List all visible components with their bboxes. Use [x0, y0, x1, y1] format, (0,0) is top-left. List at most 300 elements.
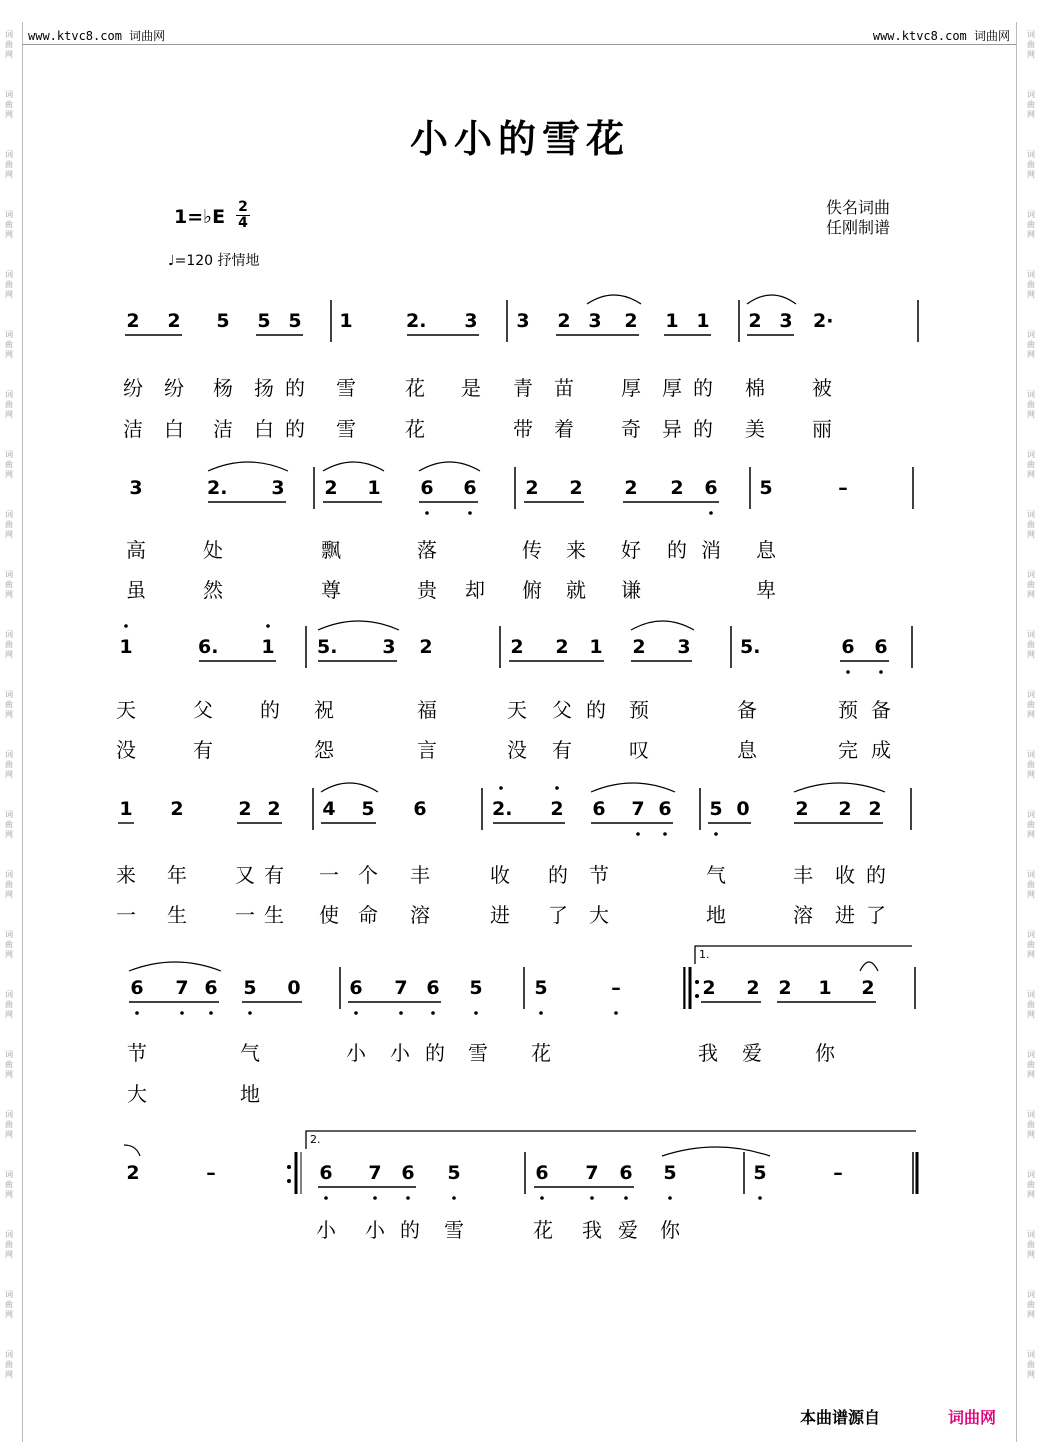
lyric-verse-1: 个 [358, 863, 378, 887]
song-title: 小小的雪花 [409, 116, 630, 161]
slur [129, 962, 221, 971]
side-watermark: 词 曲 网 [5, 150, 13, 179]
lyric-verse-1: 爱 [742, 1041, 762, 1065]
side-watermark: 词 曲 网 [5, 1230, 13, 1259]
header-left: www.ktvc8.com 词曲网 [28, 29, 166, 43]
volta-bracket [695, 946, 912, 964]
lyric-verse-2: 俯 [522, 578, 542, 602]
lyric-verse-2: 尊 [321, 578, 341, 602]
lyric-verse-2: 的 [693, 417, 713, 441]
lyric-verse-1: 祝 [314, 698, 334, 722]
side-watermark: 词 曲 网 [5, 450, 13, 479]
side-watermark: 词 曲 网 [1027, 1230, 1035, 1259]
repeat-dot [695, 994, 699, 998]
lyric-verse-1: 雪 [468, 1041, 488, 1065]
octave-dot-below [209, 1011, 213, 1015]
note: 5. [317, 636, 338, 658]
note: 5 [753, 1162, 767, 1184]
slur [587, 295, 641, 304]
time-bottom: 4 [236, 215, 250, 231]
octave-dot-below [180, 1011, 184, 1015]
side-watermark: 词 曲 网 [1027, 330, 1035, 359]
side-watermark: 词 曲 网 [5, 1170, 13, 1199]
side-watermark: 词 曲 网 [1027, 990, 1035, 1019]
lyric-verse-1: 你 [660, 1218, 680, 1242]
note: 3 [382, 636, 396, 658]
note: 2 [838, 798, 852, 820]
note: 0 [287, 977, 301, 999]
lyric-verse-2: 了 [866, 903, 886, 927]
note: 6 [592, 798, 606, 820]
lyric-verse-1: 棉 [745, 376, 765, 400]
note: 3 [677, 636, 691, 658]
note: 5 [257, 310, 271, 332]
lyric-verse-1: 息 [756, 538, 776, 562]
side-watermark: 词 曲 网 [1027, 150, 1035, 179]
side-watermark: 词 曲 网 [5, 90, 13, 119]
side-watermark: 词 曲 网 [1027, 870, 1035, 899]
note: – [833, 1162, 843, 1184]
octave-dot-below [468, 511, 472, 515]
note: 1 [119, 636, 133, 658]
lyric-verse-1: 厚 [662, 376, 682, 400]
octave-dot-below [714, 832, 718, 836]
lyric-verse-2: 美 [745, 417, 765, 441]
side-watermark: 词 曲 网 [5, 810, 13, 839]
side-watermark: 词 曲 网 [5, 30, 13, 59]
lyric-verse-2: 洁 [123, 417, 143, 441]
side-watermark: 词 曲 网 [5, 390, 13, 419]
lyric-verse-2: 卑 [756, 578, 776, 602]
lyric-verse-1: 青 [513, 376, 533, 400]
side-watermark: 词 曲 网 [5, 570, 13, 599]
lyric-verse-1: 有 [264, 863, 284, 887]
lyric-verse-1: 花 [405, 376, 425, 400]
lyric-verse-1: 一 [319, 863, 339, 887]
note: 3 [464, 310, 478, 332]
lyric-verse-1: 又 [235, 863, 255, 887]
note: 6 [704, 477, 718, 499]
note: 1 [339, 310, 353, 332]
lyric-verse-1: 传 [522, 538, 542, 562]
note: 7 [631, 798, 645, 820]
octave-dot-above [124, 624, 128, 628]
note: 2 [670, 477, 684, 499]
note: 2 [557, 310, 571, 332]
lyric-verse-1: 来 [566, 538, 586, 562]
side-watermark: 词 曲 网 [5, 210, 13, 239]
side-watermark: 词 曲 网 [5, 1350, 13, 1379]
note: 5 [534, 977, 548, 999]
lyric-verse-2: 息 [737, 738, 757, 762]
note: – [838, 477, 848, 499]
octave-dot-below [431, 1011, 435, 1015]
lyric-verse-1: 扬 [254, 376, 274, 400]
lyric-verse-1: 是 [461, 376, 481, 400]
slur-tie-continuation [124, 1145, 140, 1156]
note: 6 [413, 798, 427, 820]
lyric-verse-1: 厚 [621, 376, 641, 400]
lyric-verse-2: 有 [193, 738, 213, 762]
note: 2· [813, 310, 834, 332]
note: 5 [759, 477, 773, 499]
side-watermark: 词 曲 网 [1027, 570, 1035, 599]
side-watermark: 词 曲 网 [5, 690, 13, 719]
tempo-marking: ♩=120 抒情地 [168, 253, 260, 269]
lyric-verse-1: 收 [835, 863, 855, 887]
octave-dot-below [879, 670, 883, 674]
lyric-verse-2: 地 [706, 903, 726, 927]
octave-dot-below [354, 1011, 358, 1015]
note: 2 [746, 977, 760, 999]
lyric-verse-2: 丽 [812, 417, 832, 441]
lyric-verse-1: 丰 [410, 863, 430, 887]
note: 5 [709, 798, 723, 820]
side-watermark: 词 曲 网 [1027, 690, 1035, 719]
lyric-verse-1: 的 [586, 698, 606, 722]
volta-bracket [306, 1131, 916, 1149]
lyric-verse-1: 气 [240, 1041, 260, 1065]
lyric-verse-2: 成 [871, 738, 891, 762]
note: 1 [589, 636, 603, 658]
lyric-verse-1: 节 [589, 863, 609, 887]
lyric-verse-1: 好 [621, 538, 641, 562]
lyric-verse-2: 生 [167, 903, 187, 927]
lyric-verse-1: 的 [693, 376, 713, 400]
note: 2 [525, 477, 539, 499]
volta-label: 2. [310, 1133, 321, 1146]
note: 2. [492, 798, 513, 820]
lyric-verse-1: 天 [116, 698, 136, 722]
side-watermark: 词 曲 网 [1027, 30, 1035, 59]
octave-dot-below [614, 1011, 618, 1015]
side-watermark: 词 曲 网 [1027, 1170, 1035, 1199]
lyric-verse-2: 花 [405, 417, 425, 441]
note: 3 [129, 477, 143, 499]
note: 1 [665, 310, 679, 332]
note: 6. [198, 636, 219, 658]
note: 2 [795, 798, 809, 820]
lyric-verse-2: 一 [116, 903, 136, 927]
note: 2 [167, 310, 181, 332]
note: 7 [585, 1162, 599, 1184]
lyric-verse-2: 进 [490, 903, 510, 927]
lyric-verse-2: 怨 [314, 738, 334, 762]
octave-dot-below [663, 832, 667, 836]
lyric-verse-1: 年 [167, 863, 187, 887]
lyric-verse-2: 有 [552, 738, 572, 762]
note: 5 [361, 798, 375, 820]
note: 3 [779, 310, 793, 332]
lyric-verse-1: 爱 [618, 1218, 638, 1242]
note: 5 [288, 310, 302, 332]
octave-dot-below [324, 1196, 328, 1200]
lyric-verse-2: 洁 [213, 417, 233, 441]
lyric-verse-2: 言 [417, 738, 437, 762]
lyric-verse-2: 带 [513, 417, 533, 441]
note: 6 [420, 477, 434, 499]
side-watermark: 词 曲 网 [1027, 630, 1035, 659]
note: 2 [126, 310, 140, 332]
footer-site: 词曲网 [948, 1408, 997, 1427]
lyric-verse-1: 我 [582, 1218, 602, 1242]
lyric-verse-1: 气 [706, 863, 726, 887]
lyric-verse-1: 丰 [793, 863, 813, 887]
slur [208, 462, 288, 471]
note: 5 [447, 1162, 461, 1184]
lyric-verse-2: 白 [254, 417, 274, 441]
side-watermark: 词 曲 网 [5, 1290, 13, 1319]
note: 1 [119, 798, 133, 820]
lyric-verse-1: 福 [417, 698, 437, 722]
lyric-verse-2: 奇 [621, 417, 641, 441]
lyric-verse-1: 你 [815, 1041, 835, 1065]
octave-dot-below [636, 832, 640, 836]
lyric-verse-1: 杨 [213, 376, 233, 400]
slur [591, 783, 675, 792]
lyric-verse-2: 地 [240, 1082, 260, 1106]
octave-dot-below [540, 1196, 544, 1200]
side-watermark: 词 曲 网 [1027, 930, 1035, 959]
note: 6 [535, 1162, 549, 1184]
side-watermark: 词 曲 网 [1027, 210, 1035, 239]
lyric-verse-1: 雪 [444, 1218, 464, 1242]
slur [419, 462, 480, 471]
note: 6 [841, 636, 855, 658]
note: 5. [740, 636, 761, 658]
slur [747, 295, 796, 304]
side-watermark: 词 曲 网 [1027, 810, 1035, 839]
note: 6 [401, 1162, 415, 1184]
note: 2 [419, 636, 433, 658]
note: 5 [243, 977, 257, 999]
note: 2 [569, 477, 583, 499]
octave-dot-below [135, 1011, 139, 1015]
lyric-verse-1: 小 [346, 1041, 366, 1065]
note: 2 [555, 636, 569, 658]
note: 5 [216, 310, 230, 332]
lyric-verse-2: 贵 [417, 578, 437, 602]
lyric-verse-1: 花 [533, 1218, 553, 1242]
note: 2 [868, 798, 882, 820]
lyric-verse-1: 的 [667, 538, 687, 562]
lyric-verse-1: 苗 [554, 376, 574, 400]
note: 1 [367, 477, 381, 499]
octave-dot-below [668, 1196, 672, 1200]
note: 2 [510, 636, 524, 658]
note: 6 [463, 477, 477, 499]
lyric-verse-2: 虽 [126, 578, 146, 602]
note: 7 [394, 977, 408, 999]
side-watermark: 词 曲 网 [5, 990, 13, 1019]
note: 2. [406, 310, 427, 332]
lyric-verse-1: 落 [417, 538, 437, 562]
lyric-verse-2: 大 [127, 1082, 147, 1106]
slur [631, 621, 694, 630]
lyric-verse-1: 节 [127, 1041, 147, 1065]
side-watermark: 词 曲 网 [1027, 450, 1035, 479]
note: 2 [267, 798, 281, 820]
note: – [611, 977, 621, 999]
lyric-verse-2: 生 [264, 903, 284, 927]
lyric-verse-1: 花 [531, 1041, 551, 1065]
lyric-verse-2: 异 [662, 417, 682, 441]
lyric-verse-1: 父 [552, 698, 572, 722]
lyric-verse-1: 预 [629, 698, 649, 722]
side-watermark: 词 曲 网 [5, 330, 13, 359]
octave-dot-below [709, 511, 713, 515]
lyric-verse-2: 进 [835, 903, 855, 927]
octave-dot-above [499, 786, 503, 790]
side-watermark: 词 曲 网 [5, 630, 13, 659]
note: 3 [271, 477, 285, 499]
repeat-dot [287, 1165, 291, 1169]
side-watermark: 词 曲 网 [1027, 90, 1035, 119]
lyric-verse-2: 的 [285, 417, 305, 441]
lyric-verse-1: 小 [365, 1218, 385, 1242]
note: 2 [238, 798, 252, 820]
lyric-verse-2: 谦 [621, 578, 641, 602]
side-watermark: 词 曲 网 [5, 870, 13, 899]
credit-composer: 佚名词曲 [826, 198, 891, 217]
lyric-verse-1: 的 [260, 698, 280, 722]
slur [662, 1147, 770, 1156]
lyric-verse-1: 备 [871, 698, 891, 722]
time-top: 2 [238, 199, 248, 215]
note: 6 [204, 977, 218, 999]
note: 2 [550, 798, 564, 820]
lyric-verse-1: 处 [203, 538, 223, 562]
note: 2 [126, 1162, 140, 1184]
lyric-verse-1: 小 [390, 1041, 410, 1065]
note: 6 [426, 977, 440, 999]
note: 6 [130, 977, 144, 999]
lyric-verse-1: 备 [737, 698, 757, 722]
lyric-verse-2: 却 [465, 578, 485, 602]
slur [321, 783, 378, 792]
repeat-dot [695, 980, 699, 984]
side-watermark: 词 曲 网 [1027, 1350, 1035, 1379]
lyric-verse-1: 纷 [123, 376, 143, 400]
note: 2. [207, 477, 228, 499]
lyric-verse-1: 飘 [321, 538, 341, 562]
note: 1 [261, 636, 275, 658]
lyric-verse-2: 着 [554, 417, 574, 441]
note: 1 [696, 310, 710, 332]
lyric-verse-1: 来 [116, 863, 136, 887]
note: 3 [588, 310, 602, 332]
side-watermark: 词 曲 网 [5, 270, 13, 299]
lyric-verse-1: 的 [548, 863, 568, 887]
octave-dot-below [425, 511, 429, 515]
repeat-dot [287, 1179, 291, 1183]
octave-dot-below [758, 1196, 762, 1200]
lyric-verse-2: 没 [116, 738, 136, 762]
lyric-verse-1: 收 [490, 863, 510, 887]
note: 7 [368, 1162, 382, 1184]
octave-dot-below [590, 1196, 594, 1200]
side-watermark: 词 曲 网 [1027, 390, 1035, 419]
lyric-verse-1: 的 [866, 863, 886, 887]
octave-dot-above [555, 786, 559, 790]
octave-dot-below [406, 1196, 410, 1200]
lyric-verse-1: 高 [126, 538, 146, 562]
lyric-verse-1: 纷 [164, 376, 184, 400]
side-watermark: 词 曲 网 [1027, 510, 1035, 539]
octave-dot-below [474, 1011, 478, 1015]
side-watermark: 词 曲 网 [5, 1110, 13, 1139]
note: 2 [624, 310, 638, 332]
lyric-verse-1: 天 [507, 698, 527, 722]
lyric-verse-1: 父 [193, 698, 213, 722]
note: 6 [658, 798, 672, 820]
slur [323, 462, 384, 471]
side-watermark: 词 曲 网 [1027, 1110, 1035, 1139]
note: 6 [619, 1162, 633, 1184]
octave-dot-above [266, 624, 270, 628]
lyric-verse-1: 的 [400, 1218, 420, 1242]
lyric-verse-1: 我 [698, 1041, 718, 1065]
note: 3 [516, 310, 530, 332]
lyric-verse-2: 一 [235, 903, 255, 927]
lyric-verse-1: 的 [425, 1041, 445, 1065]
header-right: www.ktvc8.com 词曲网 [872, 29, 1010, 43]
lyric-verse-2: 没 [507, 738, 527, 762]
lyric-verse-2: 就 [566, 578, 586, 602]
note: – [206, 1162, 216, 1184]
lyric-verse-2: 然 [203, 578, 223, 602]
slur [318, 621, 399, 630]
note: 2 [778, 977, 792, 999]
side-watermark: 词 曲 网 [5, 750, 13, 779]
lyric-verse-2: 大 [589, 903, 609, 927]
lyric-verse-1: 的 [285, 376, 305, 400]
note: 6 [319, 1162, 333, 1184]
lyric-verse-2: 了 [548, 903, 568, 927]
note: 6 [874, 636, 888, 658]
slur [794, 783, 885, 792]
lyric-verse-2: 命 [358, 903, 378, 927]
side-watermark: 词 曲 网 [1027, 1050, 1035, 1079]
lyric-verse-2: 溶 [793, 903, 813, 927]
lyric-verse-2: 白 [164, 417, 184, 441]
note: 5 [469, 977, 483, 999]
side-watermark: 词 曲 网 [1027, 1290, 1035, 1319]
octave-dot-below [248, 1011, 252, 1015]
octave-dot-below [624, 1196, 628, 1200]
lyric-verse-1: 预 [838, 698, 858, 722]
octave-dot-below [373, 1196, 377, 1200]
note: 6 [349, 977, 363, 999]
side-watermark: 词 曲 网 [5, 510, 13, 539]
note: 2 [632, 636, 646, 658]
octave-dot-below [452, 1196, 456, 1200]
credit-arranger: 任刚制谱 [826, 218, 891, 237]
note: 5 [663, 1162, 677, 1184]
lyric-verse-2: 雪 [336, 417, 356, 441]
lyric-verse-1: 雪 [336, 376, 356, 400]
footer-source: 本曲谱源自 [800, 1408, 881, 1427]
side-watermark: 词 曲 网 [5, 930, 13, 959]
note: 2 [324, 477, 338, 499]
lyric-verse-2: 叹 [629, 738, 649, 762]
lyric-verse-2: 完 [838, 738, 858, 762]
octave-dot-below [539, 1011, 543, 1015]
lyric-verse-1: 消 [701, 538, 721, 562]
note: 7 [175, 977, 189, 999]
slur [860, 962, 878, 971]
volta-label: 1. [699, 948, 710, 961]
